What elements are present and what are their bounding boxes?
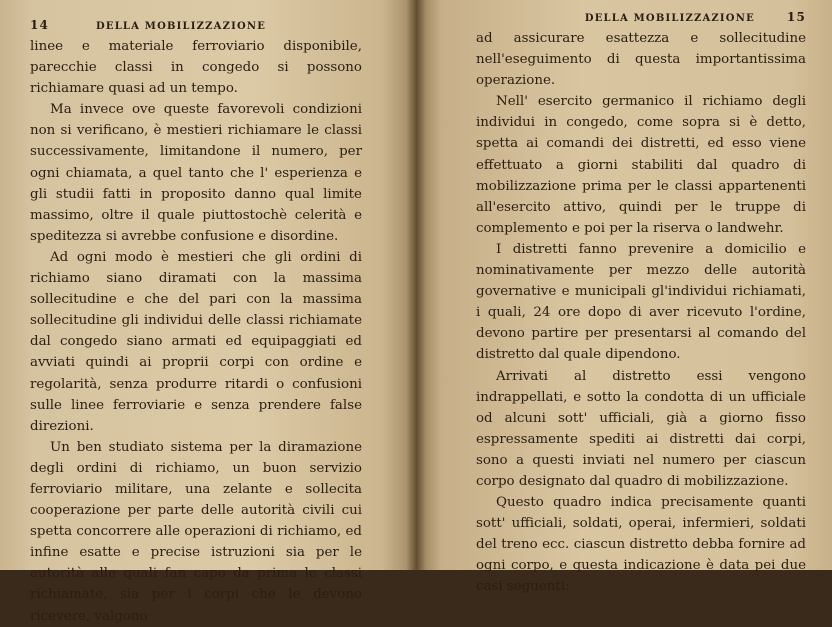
paragraph: I distretti fanno prevenire a domicilio e nominativamente per mezzo delle autorità governative e municipali gl'individui richiamati, i quali, 24 ore dopo di aver ricevuto l'ordine, devono partire per presentarsi al comando del distretto dal quale dipendono. xyxy=(476,241,806,363)
left-page-number: 14 xyxy=(30,18,50,32)
paragraph: ad assicurare esattezza e sollecitudine nell'eseguimento di questa importantissima operazione. xyxy=(476,31,806,89)
left-page-text xyxy=(30,36,362,627)
paragraph: Arrivati al distretto essi vengono indrappellati, e sotto la condotta di un ufficiale od alcuni sott' ufficiali, già a giorno fisso espressamente spediti ai distretti dai corpi, sono a questi inviati nel numero per ciascun corpo designato dal quadro di mobilizzazione. xyxy=(476,368,806,489)
right-page-text xyxy=(476,28,806,598)
paragraph: Questo quadro indica precisamente quanti sott' ufficiali, soldati, operai, infermieri, soldati del treno ecc. ciascun distretto debba fornire ad ogni corpo, e questa indicazione è data pei due casi seguenti: xyxy=(476,495,806,595)
right-running-head xyxy=(476,6,806,28)
left-running-title: DELLA MOBILIZZAZIONE xyxy=(96,21,267,32)
left-running-head xyxy=(30,14,362,36)
left-page xyxy=(0,0,416,624)
book-gutter xyxy=(406,0,426,570)
paragraph: Ma invece ove queste favorevoli condizioni non si verificano, è mestieri richiamare le classi successivamente, limitandone il numero, per ogni chiamata, a quel tanto che l' esperienza e gli studii fatti in proposito danno qual limite massimo, oltre il quale piuttostochè celerità e speditezza si avrebbe confusione e disordine. xyxy=(30,102,362,244)
right-page xyxy=(416,0,832,595)
paragraph: linee e materiale ferroviario disponibile, parecchie classi in congedo si possono richiamare quasi ad un tempo. xyxy=(30,39,362,97)
paragraph: Nell' esercito germanico il richiamo degli individui in congedo, come sopra si è detto, spetta ai comandi dei distretti, ed esso viene effettuato a giorni stabiliti dal quadro di mobilizzazione prima per le classi appartenenti all'esercito attivo, quindi per le truppe di complemento e poi per la riserva o landwehr. xyxy=(476,94,806,236)
paragraph: Ad ogni modo è mestieri che gli ordini di richiamo siano diramati con la massima sollecitudine e che del pari con la massima sollecitudine gli individui delle classi richiamate dal congedo siano armati ed equipaggiati ed avviati quindi ai proprii corpi con ordine e regolarità, senza produrre ritardi o confusioni sulle linee ferroviarie e senza prendere false direzioni. xyxy=(30,249,362,434)
right-page-number: 15 xyxy=(786,10,806,24)
paragraph: Un ben studiato sistema per la diramazione degli ordini di richiamo, un buon servizio ferroviario militare, una zelante e sollecita cooperazione per parte delle autorità civili cui spetta concorrere alle operazioni di richiamo, ed infine esatte e precise istruzioni sia per le autorità alle quali fan capo da prima le classi richiamate, sia per i corpi che le devono ricevere, valgono xyxy=(30,439,362,624)
right-running-title: DELLA MOBILIZZAZIONE xyxy=(584,13,755,24)
